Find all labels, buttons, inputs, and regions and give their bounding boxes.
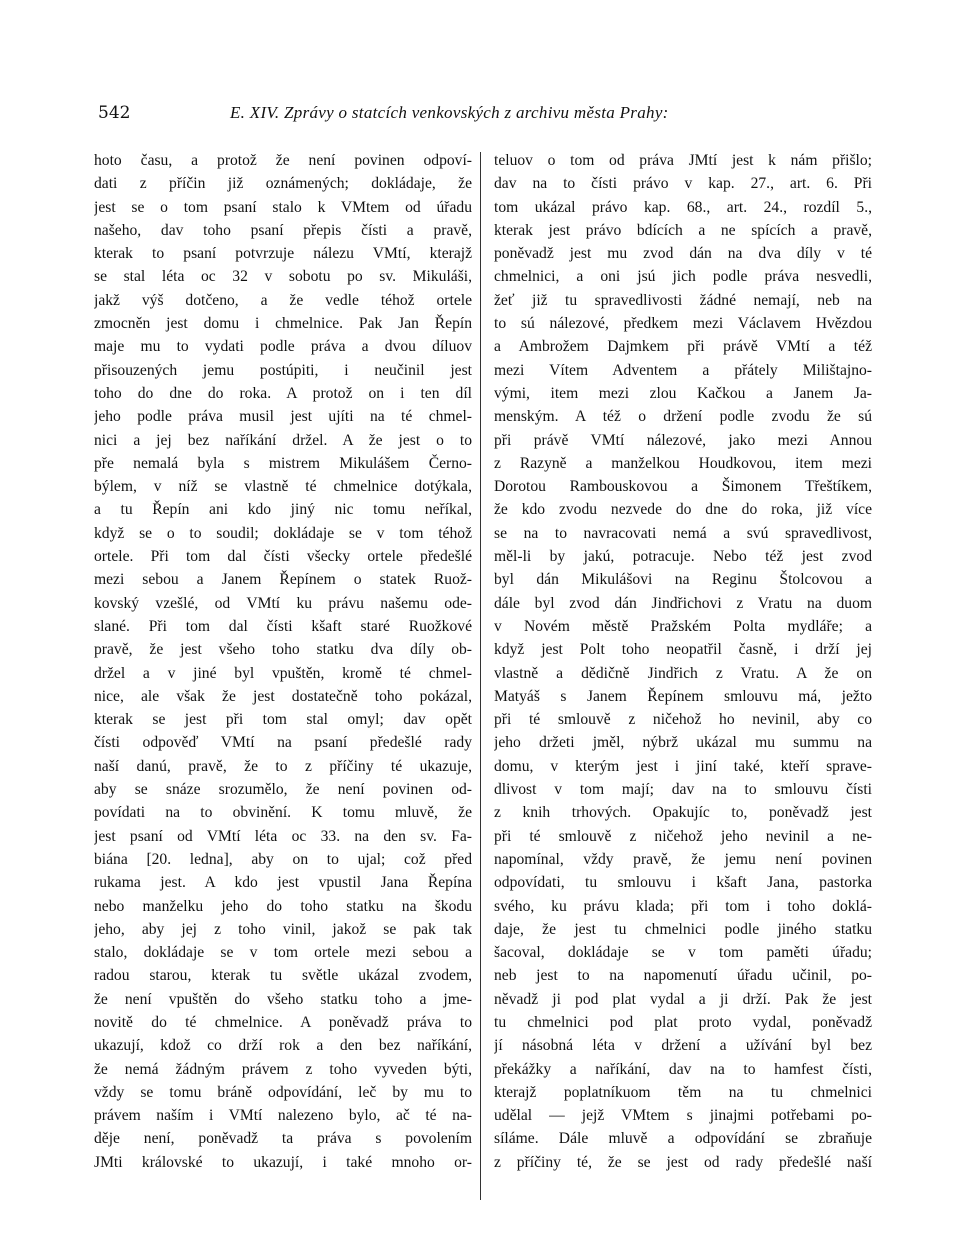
text-line: z příčiny té, že se jest od rady předešlé naší bbox=[494, 1153, 872, 1171]
text-line: něvadž ji pod plat vydal a ji drží. Pak že jest bbox=[494, 990, 872, 1008]
text-line: se na to navracovati nemá a svú spravedlivost, bbox=[494, 524, 872, 542]
text-line: Dorotou Rambouskovou a Šimonem Třeštíkem, bbox=[494, 478, 872, 496]
text-line: vždy se tomu bráně odpovídání, leč by mu to bbox=[94, 1083, 472, 1101]
text-line: v Novém městě Pražském Polta mydláře; a bbox=[494, 617, 872, 635]
text-line: při právě VMtí nálezové, jako mezi Annou bbox=[494, 431, 872, 449]
text-line: měl-li by jakú, potracuje. Nebo též jest zvod bbox=[494, 548, 872, 566]
text-line: dále byl zvod dán Jindřichovi z Vratu na duom bbox=[494, 594, 872, 612]
text-line: děje není, poněvadž ta práva s povolením bbox=[94, 1130, 472, 1148]
text-line: při té smlouvě z ničehož ho nevinil, aby co bbox=[494, 711, 872, 729]
text-line: naší danú, pravě, že to z příčiny té ukazuje, bbox=[94, 757, 472, 775]
text-line: vými, item mezi zlou Kačkou a Janem Ja- bbox=[494, 384, 872, 402]
text-line: odpovídati, tu smlouvu i kšaft Jana, pastorka bbox=[494, 874, 872, 892]
text-line: kterajž poplatníkuom těm na tu chmelnici bbox=[494, 1083, 872, 1101]
text-line: a tu Řepín ani kdo jiný nic tomu neříkal, bbox=[94, 501, 472, 519]
text-line: a Ambrožem Dajmkem při právě VMtí a též bbox=[494, 338, 872, 356]
text-line: jí násobná léta v držení a užívání byl bez bbox=[494, 1037, 872, 1055]
text-line: povídati na to obvinění. K tomu mluvě, že bbox=[94, 804, 472, 822]
text-line: toho do dne do roka. A protož on i ten díl bbox=[94, 384, 472, 402]
text-line: napomínal, vždy pravě, že jemu není povinen bbox=[494, 850, 872, 868]
text-line: že nemá žádným právem z toho vyveden býti, bbox=[94, 1060, 472, 1078]
text-line: kovský vzešlé, od VMtí ku právu našemu ode- bbox=[94, 594, 472, 612]
text-line: kterak se jest při tom stal omyl; dav opět bbox=[94, 711, 472, 729]
text-line: ortele. Při tom dal čísti všecky ortele předešlé bbox=[94, 548, 472, 566]
text-line: právem naším i VMtí nalezeno bylo, ač té na- bbox=[94, 1107, 472, 1125]
text-line: udělal — jejž VMtem s jinajmi potřebami po- bbox=[494, 1107, 872, 1125]
text-line: biána [20. ledna], aby on to ujal; což před bbox=[94, 850, 472, 868]
text-line: že kdo zvodu nezvede do dne do roka, již více bbox=[494, 501, 872, 519]
column-divider bbox=[480, 152, 481, 1200]
left-text-column bbox=[94, 149, 472, 1174]
text-line: tom ukázal právo kap. 68., art. 24., rozdíl 5., bbox=[494, 198, 872, 216]
text-line: šacoval, dokládaje se v tom paměti úřadu; bbox=[494, 944, 872, 962]
text-line: přisouzených jemu postúpiti, i neučinil jest bbox=[94, 361, 472, 379]
text-line: tu chmelnici pod plat proto vydal, poněvadž bbox=[494, 1013, 872, 1031]
text-line: jeho podle práva musil jest ujíti na té chmel- bbox=[94, 408, 472, 426]
running-head: E. XIV. Zprávy o statcích venkovských z archivu města Prahy: bbox=[230, 103, 669, 122]
text-line: domu, v kterým jest i jiní také, kteří sprave- bbox=[494, 757, 872, 775]
text-line: při té smlouvě z ničehož jeho nevinil a ne- bbox=[494, 827, 872, 845]
text-line: držel a v jiné byl vpuštěn, kromě té chmel- bbox=[94, 664, 472, 682]
text-line: býlem, v níž se vlastně té chmelnice dotýkala, bbox=[94, 478, 472, 496]
text-line: že není vpuštěn do všeho statku toho a jme- bbox=[94, 990, 472, 1008]
text-line: nebo manželku jeho do toho statku na škodu bbox=[94, 897, 472, 915]
text-line: poněvadž jest mu zvod dán na dva díly v té bbox=[494, 245, 872, 263]
text-line: aby se snáze srozumělo, že není povinen od- bbox=[94, 781, 472, 799]
text-line: jest psaní od VMtí léta oc 33. na den sv. Fa- bbox=[94, 827, 472, 845]
text-line: síláme. Dále mluvě a odpovídání se zbraňuje bbox=[494, 1130, 872, 1148]
text-line: to sú nálezové, předkem mezi Václavem Hvězdou bbox=[494, 315, 872, 333]
text-line: jeho, aby jej z toho vinil, jakož se pak tak bbox=[94, 920, 472, 938]
text-line: menským. A též o držení podle zvodu že sú bbox=[494, 408, 872, 426]
text-line: Matyáš s Janem Řepínem smlouvu má, ježto bbox=[494, 687, 872, 705]
text-line: našeho, dav toho psaní přepis čísti a pravě, bbox=[94, 221, 472, 239]
text-line: daje, že jest tu chmelnici podle jiného statku bbox=[494, 920, 872, 938]
text-line: kterak jest právo bdících a ne spících a pravě, bbox=[494, 221, 872, 239]
text-line: když se o to soudil; dokládaje se v tom téhož bbox=[94, 524, 472, 542]
text-line: neb jest to na napomenutí úřadu učinil, po- bbox=[494, 967, 872, 985]
text-line: chmelnici, a oni jsú jich podle práva nesvedli, bbox=[494, 268, 872, 286]
text-line: nice, ale však že jest dostatečně toho pokázal, bbox=[94, 687, 472, 705]
text-line: jest se o tom psaní stalo k VMtem od úřadu bbox=[94, 198, 472, 216]
right-text-column bbox=[494, 149, 872, 1174]
text-line: radou starou, kterak tu světle ukázal zvodem, bbox=[94, 967, 472, 985]
text-line: jakž výš dotčeno, a že vedle téhož ortele bbox=[94, 291, 472, 309]
text-line: mezi sebou a Janem Řepínem o statek Ruož- bbox=[94, 571, 472, 589]
text-line: svého, ku právu klada; při tom i toho doklá- bbox=[494, 897, 872, 915]
text-line: dati z příčin již oznámených; dokládaje, že bbox=[94, 175, 472, 193]
text-line: čísti odpověď VMtí na psaní předešlé rady bbox=[94, 734, 472, 752]
text-line: z Razyně a manželkou Houdkovou, item mezi bbox=[494, 454, 872, 472]
text-line: vlastně a dědičně Jindřich z Vratu. A že on bbox=[494, 664, 872, 682]
text-line: kterak to psaní potvrzuje nálezu VMtí, kterajž bbox=[94, 245, 472, 263]
text-line: byl dán Mikulášovi na Reginu Štolcovou a bbox=[494, 571, 872, 589]
text-line: novitě do té chmelnice. A poněvadž práva to bbox=[94, 1013, 472, 1031]
page-number: 542 bbox=[98, 103, 131, 123]
text-line: ukazují, kdož co drží rok a den bez naříkání, bbox=[94, 1037, 472, 1055]
text-line: stalo, dokládaje se v tom ortele mezi sebou a bbox=[94, 944, 472, 962]
text-line: slané. Při tom dal čísti kšaft staré Ruožkové bbox=[94, 617, 472, 635]
text-line: žeť již tu spravedlivosti žádné nemají, neb na bbox=[494, 291, 872, 309]
text-line: když jest Polt toho neopatřil časně, i drží jej bbox=[494, 641, 872, 659]
text-line: zmocněn jest domu i chmelnice. Pak Jan Řepín bbox=[94, 315, 472, 333]
text-line: nici a jej bez naříkání držel. A že jest o to bbox=[94, 431, 472, 449]
text-line: rukama jest. A kdo jest vpustil Jana Řepína bbox=[94, 874, 472, 892]
text-line: teluov o tom od práva JMtí jest k nám přišlo; bbox=[494, 152, 872, 169]
text-line: JMti královské to ukazují, i také mnoho or- bbox=[94, 1153, 472, 1171]
text-line: hoto času, a protož že není povinen odpoví- bbox=[94, 152, 472, 169]
text-line: maje mu to vydati podle práva a dvou díluov bbox=[94, 338, 472, 356]
text-line: pravě, že jest všeho toho statku dva díly ob- bbox=[94, 641, 472, 659]
text-line: z knih trhových. Opakujíc to, poněvadž jest bbox=[494, 804, 872, 822]
text-line: mezi Vítem Adventem a přátely Milištajno- bbox=[494, 361, 872, 379]
text-line: pře nemalá byla s mistrem Mikulášem Černo- bbox=[94, 454, 472, 472]
text-line: jeho držeti jměl, nýbrž ukázal mu summu na bbox=[494, 734, 872, 752]
text-line: dav na to čísti právo v kap. 27., art. 6. Při bbox=[494, 175, 872, 193]
text-line: dlivost v tom mají; dav na to smlouvu čísti bbox=[494, 781, 872, 799]
text-line: překážky a naříkání, dav na to hamfest čísti, bbox=[494, 1060, 872, 1078]
text-line: se stal léta oc 32 v sobotu po sv. Mikuláši, bbox=[94, 268, 472, 286]
